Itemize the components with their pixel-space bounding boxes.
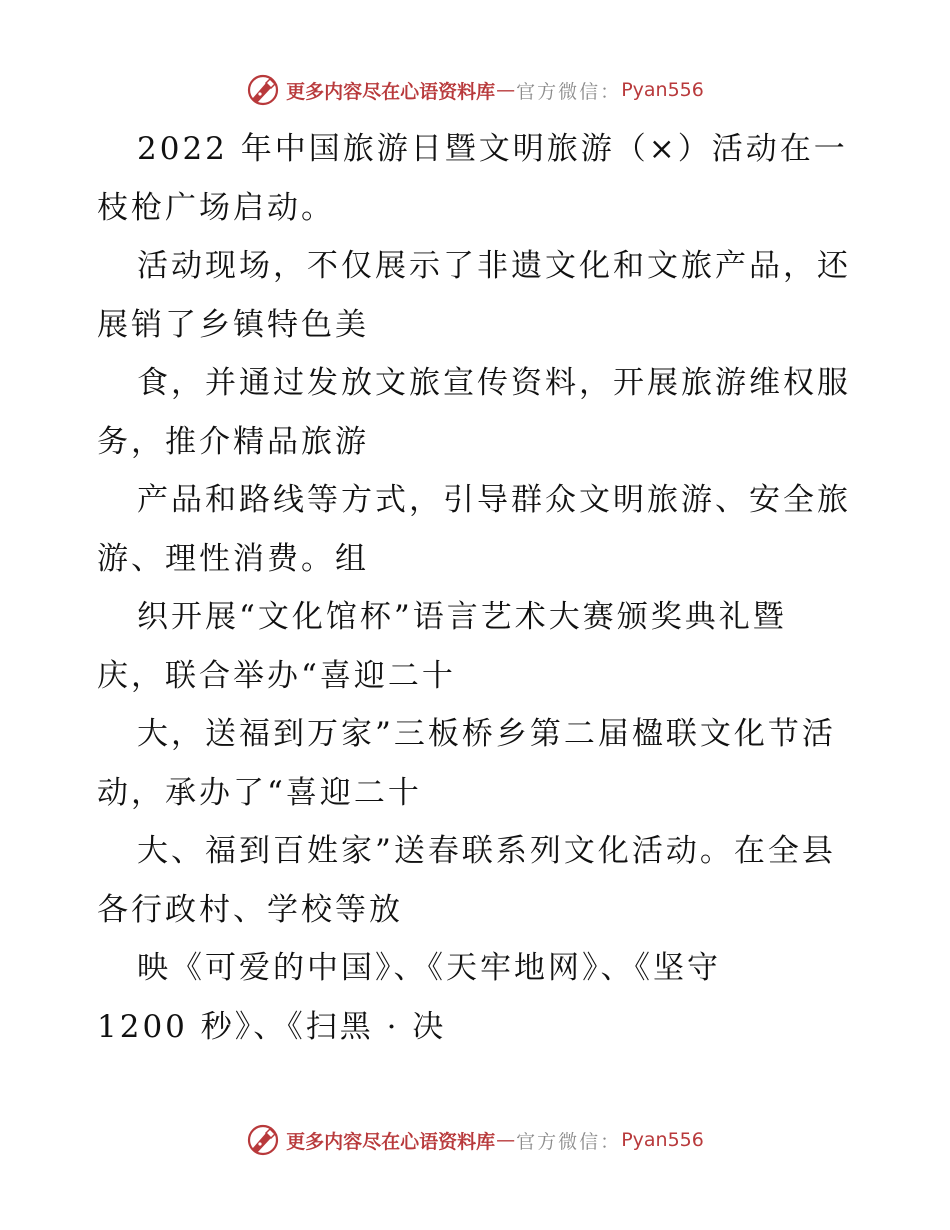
body-line: 映《可爱的中国》、《天牢地网》、《坚守 [137,950,721,986]
body-line: 各行政村、学校等放 [97,891,403,928]
document-body [97,120,857,1056]
pen-nib-logo-icon [246,1123,280,1157]
body-line: 枝枪广场启动。 [97,189,335,226]
body-line: 庆，联合举办“喜迎二十 [97,657,456,694]
header-watermark-banner [0,70,950,110]
body-line: 2022 年中国旅游日暨文明旅游（×）活动在一 [137,131,848,167]
body-line: 大、福到百姓家”送春联系列文化活动。在全县 [137,833,836,869]
pen-nib-logo-icon [246,73,280,107]
body-line: 务，推介精品旅游 [97,423,369,460]
banner-dash: — [496,79,516,101]
body-line: 活动现场，不仅展示了非遗文化和文旅产品，还 [137,248,851,284]
banner-slogan: 更多内容尽在心语资料库 [286,80,496,103]
banner-wechat-id: Pyan556 [621,1129,704,1151]
body-line: 食，并通过发放文旅宣传资料，开展旅游维权服 [137,365,851,401]
body-line: 展销了乡镇特色美 [97,306,369,343]
banner-slogan: 更多内容尽在心语资料库 [286,1130,496,1153]
body-line: 游、理性消费。组 [97,540,369,577]
footer-watermark-banner [0,1120,950,1160]
body-line: 大，送福到万家”三板桥乡第二届楹联文化节活 [137,716,836,752]
body-line: 动，承办了“喜迎二十 [97,774,422,811]
banner-wechat-label: 官方微信： [516,1130,622,1153]
banner-dash: — [496,1129,516,1151]
body-line: 织开展“文化馆杯”语言艺术大赛颁奖典礼暨 [137,599,787,635]
body-line: 1200 秒》、《扫黑 · 决 [97,1008,447,1045]
banner-wechat-label: 官方微信： [516,80,622,103]
banner-wechat-id: Pyan556 [621,79,704,101]
body-line: 产品和路线等方式，引导群众文明旅游、安全旅 [137,482,851,518]
